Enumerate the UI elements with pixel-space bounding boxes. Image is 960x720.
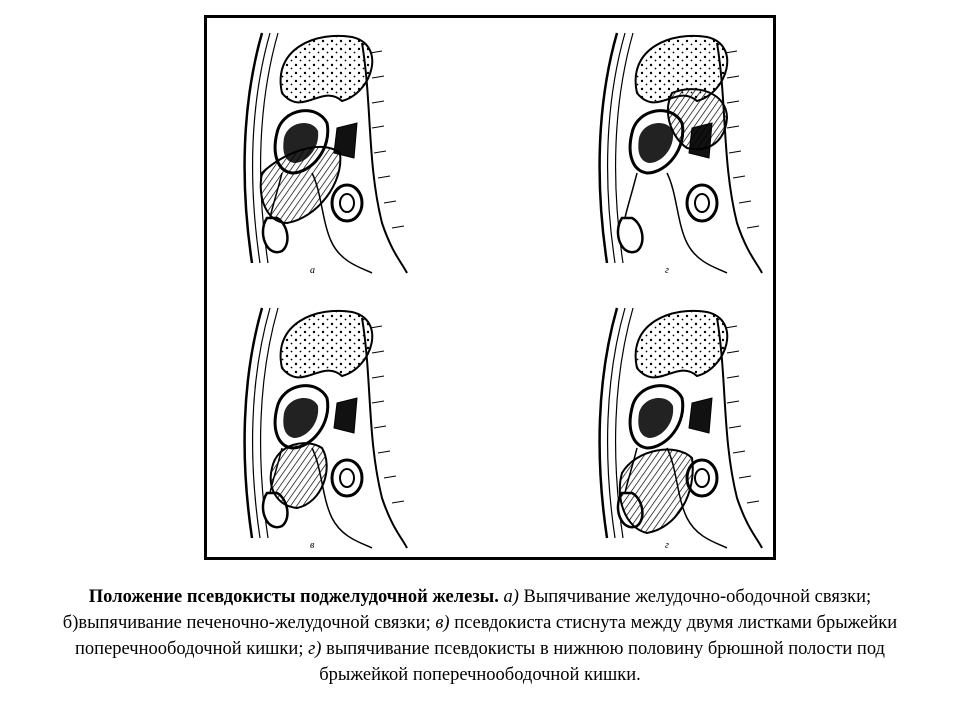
caption-label-v: в) [435, 613, 450, 633]
panel-b [600, 33, 762, 276]
caption-text-b: б)выпячивание печеночно-желудочной связки; [62, 613, 431, 633]
caption-text-g: выпячивание псевдокисты в нижнюю половину брюшной полости под брыжейкой поперечноободочной кишки. [319, 639, 885, 685]
panel-g [600, 308, 762, 551]
anatomy-figure [204, 15, 776, 560]
caption-title: Положение псевдокисты поджелудочной железы. [88, 587, 499, 607]
panel-v [245, 308, 407, 551]
caption-label-g: г) [308, 639, 322, 659]
panel-label-g: г [665, 540, 669, 551]
panel-a [245, 33, 407, 276]
figure-caption [48, 584, 912, 688]
caption-text-v: псевдокиста стиснута между двумя листками брыжейки поперечноободочной кишки; [75, 613, 898, 659]
panel-label-v: в [310, 540, 315, 551]
panel-label-b: г [665, 265, 669, 276]
panel-label-a: а [310, 265, 315, 276]
caption-text-a: Выпячивание желудочно-ободочной связки; [523, 587, 872, 607]
caption-label-a: а) [503, 587, 519, 607]
